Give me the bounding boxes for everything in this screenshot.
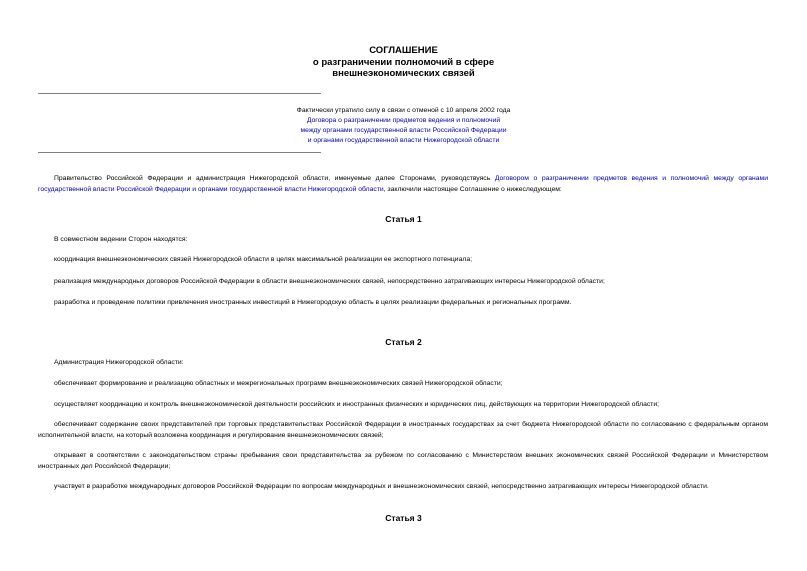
article-1-item: реализация международных договоров Российской Федерации в области внешнеэкономических связей, непосредственно затрагивающих интересы Нижегородской области; [54, 278, 605, 285]
article-1-item: разработка и проведение политики привлечения иностранных инвестиций в Нижегородскую область в целях реализации федеральных и региональных программ. [54, 299, 572, 306]
article-1-item: координация внешнеэкономических связей Нижегородской области в целях максимальной реализации ее экспортного потенциала; [54, 256, 473, 263]
document-title [0, 45, 807, 80]
preamble-paragraph [38, 174, 768, 195]
article-2-item: обеспечивает формирование и реализацию областных и межрегиональных программ внешнеэкономических связей Нижегородской области; [54, 380, 503, 387]
status-link-line-3[interactable]: и органами государственной власти Нижегородской области [307, 137, 500, 144]
bottom-divider [38, 152, 321, 153]
article-2-item: осуществляет координацию и контроль внешнеэкономической деятельности российских и иностранных физических и юридических лиц, действующих на территории Нижегородской области; [54, 401, 660, 408]
status-text: Фактически утратило силу в связи с отменой с 10 апреля 2002 года [296, 107, 511, 114]
preamble-text-before: Правительство Российской Федерации и администрация Нижегородской области, именуемые далее Сторонами, руководствуясь [54, 175, 495, 182]
article-1-intro: В совместном ведении Сторон находятся: [54, 236, 188, 243]
article-2-intro: Администрация Нижегородской области: [54, 359, 184, 366]
status-link-line-2[interactable]: между органами государственной власти Российской Федерации [300, 127, 507, 134]
preamble-link[interactable]: Договором о разграничении предметов ведения и полномочий между органами государственной власти Российской Федерации и органами государственной власти Нижегородской области [38, 175, 768, 193]
title-line-3: внешнеэкономических связей [332, 68, 475, 79]
article-2-item: участвует в разработке международных договоров Российской Федерации по вопросам международных и внешнеэкономических связей, непосредственно затрагивающих интересы Нижегородской области. [54, 483, 709, 490]
article-2-item: открывает в соответствии с законодательством страны пребывания свои представительства за рубежом по согласованию с Министерством внешних экономических связей Российской Федерации и Министерством иностранных дел Российской Федерации; [38, 452, 768, 470]
top-divider [38, 93, 321, 94]
title-line-1: СОГЛАШЕНИЕ [369, 45, 438, 56]
title-line-2: о разграничении полномочий в сфере [312, 56, 495, 68]
article-2-item: обеспечивает содержание своих представителей при торговых представительствах Российской Федерации в иностранных государствах за счет бюджета Нижегородской области по согласованию с федеральным органом исполнительной власти, на который возложена координация и регулирование внешнеэкономических связей; [38, 421, 768, 439]
article-3-heading: Статья 3 [385, 513, 422, 523]
preamble-text-after: , заключили настоящее Соглашение о нижеследующем: [383, 185, 562, 193]
status-note [240, 106, 567, 146]
article-2-heading: Статья 2 [385, 337, 422, 347]
article-1-heading: Статья 1 [385, 214, 422, 224]
status-link-line-1[interactable]: Договора о разграничении предметов ведения и полномочий [306, 117, 501, 124]
